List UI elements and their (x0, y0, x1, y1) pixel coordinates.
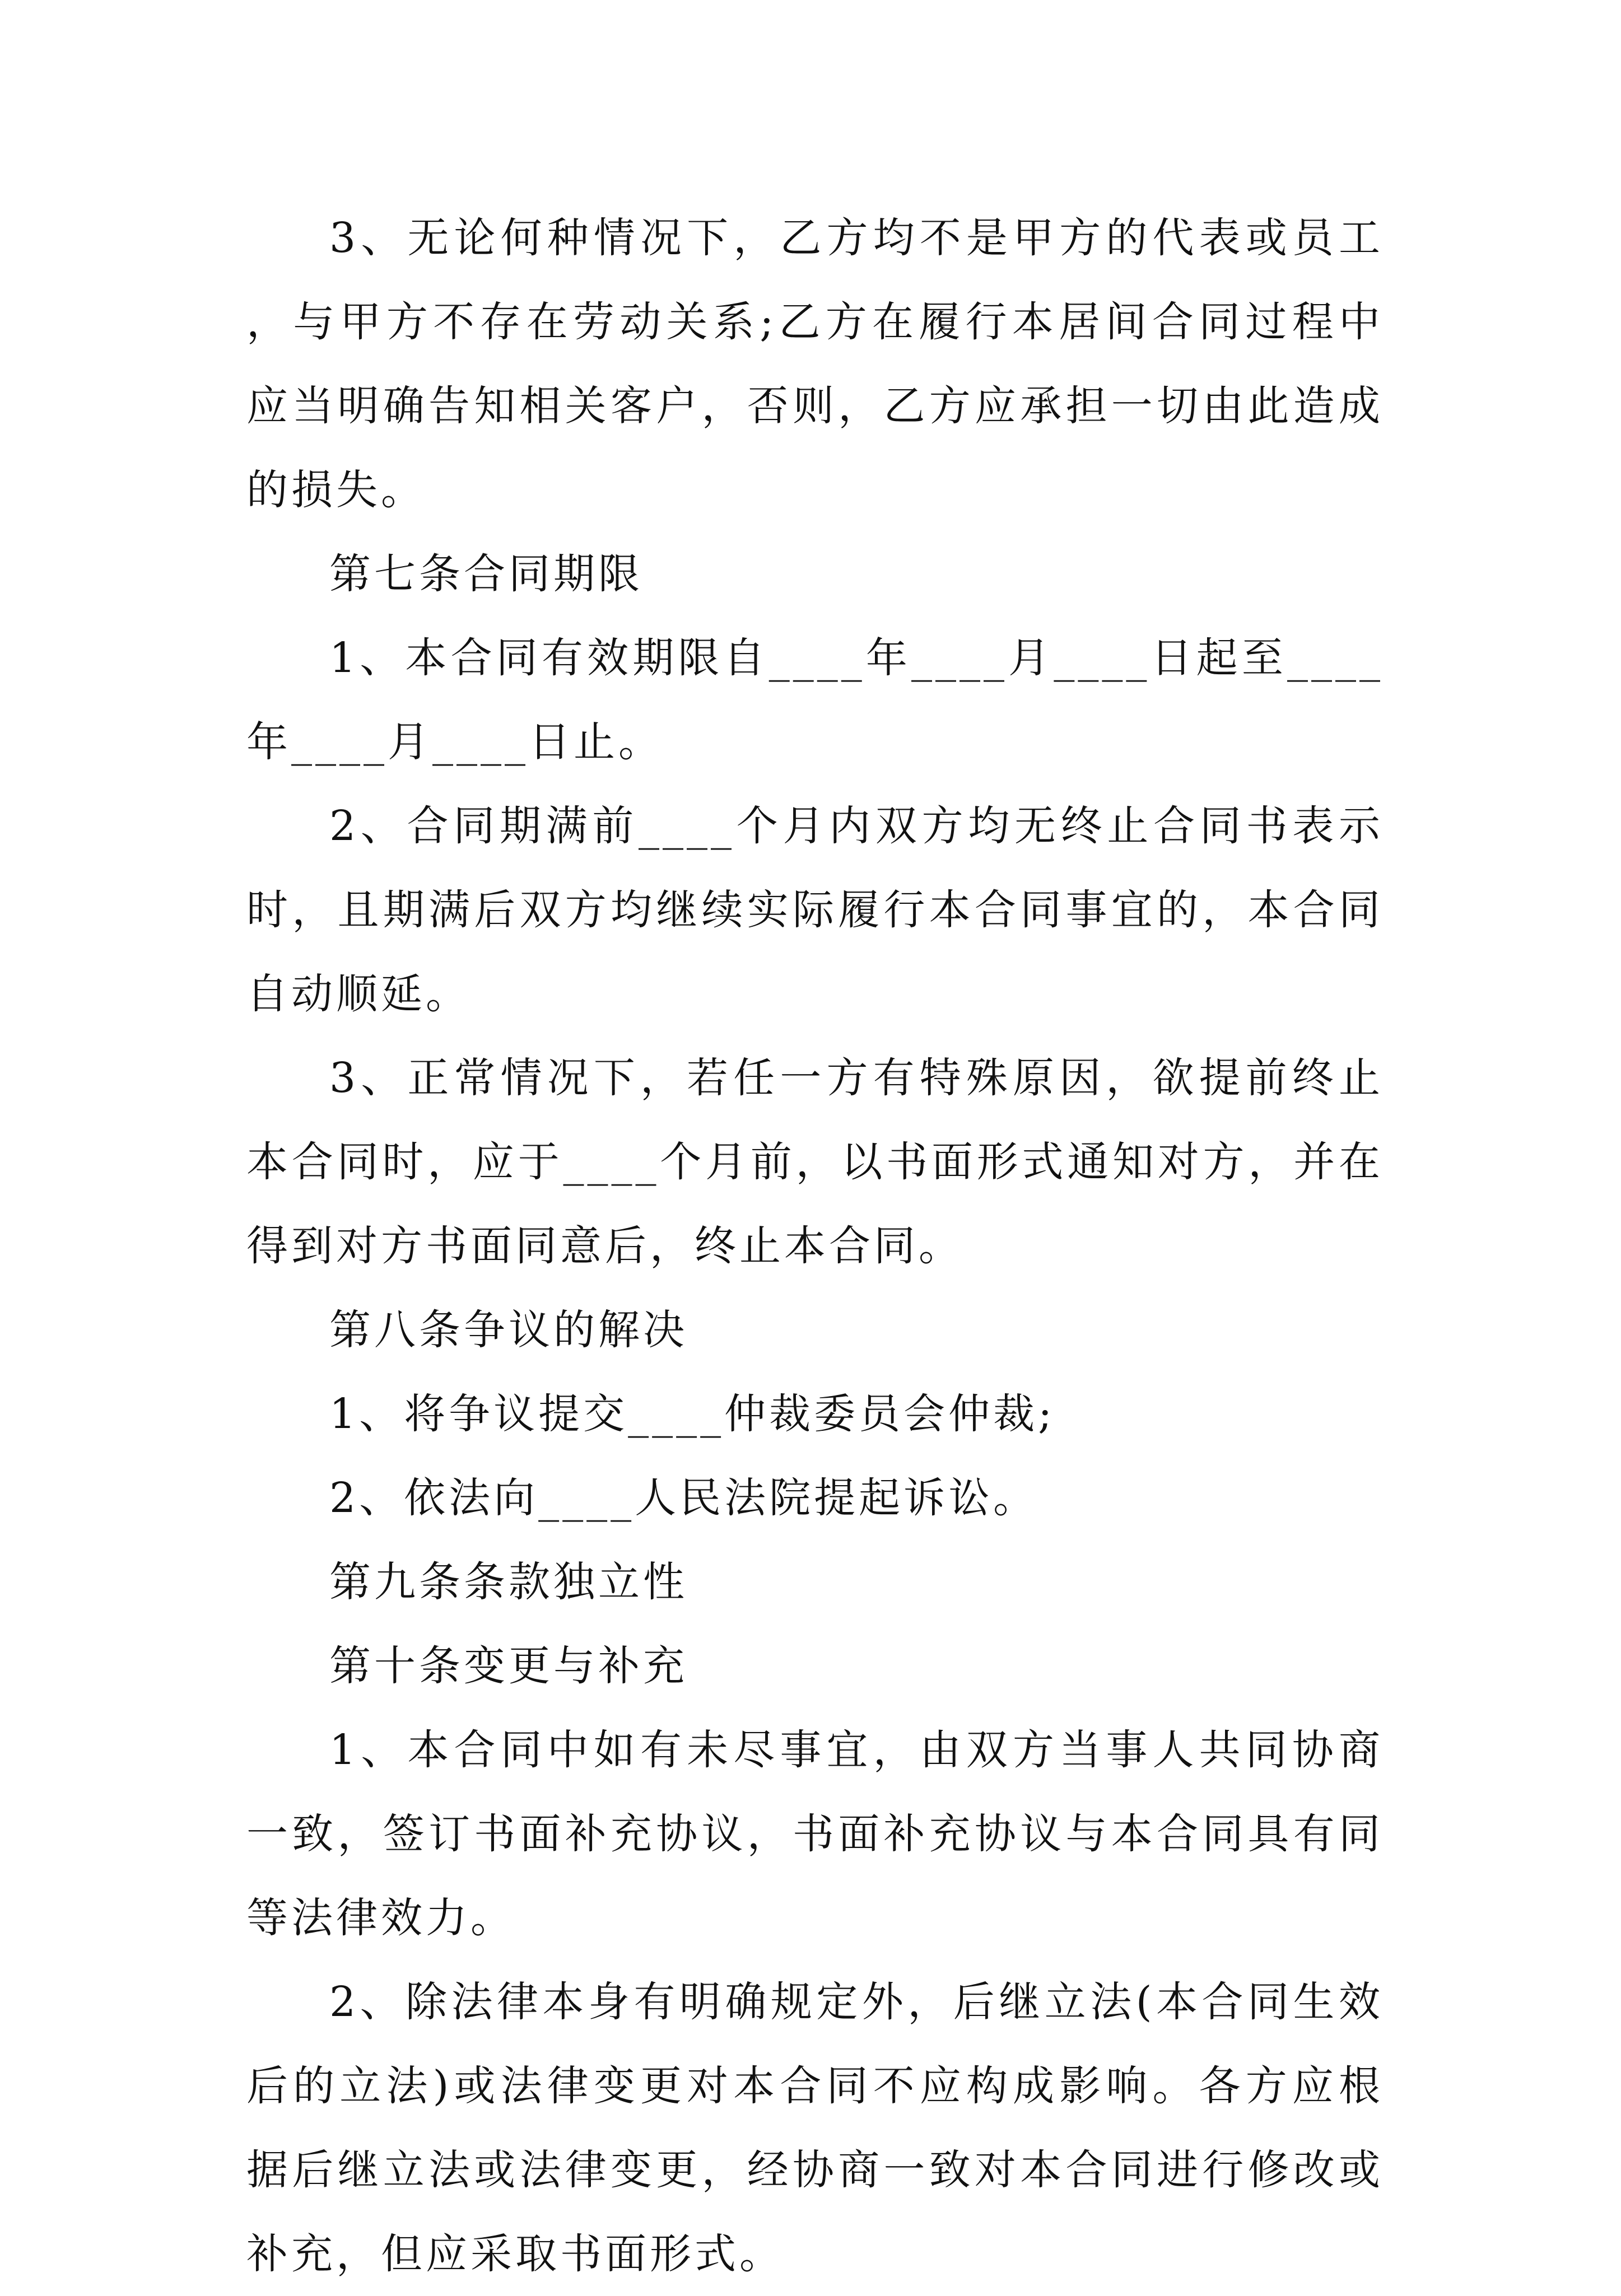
article-7-heading: 第七条合同期限 (329, 550, 643, 598)
article-7-item-2: 2、合同期满前____个月内双方均无终止合同书表示时，且期满后双方均继续实际履行本合同事宜的，本合同自动顺延。 (246, 802, 1384, 1018)
article-8-item-1: 1、将争议提交____仲裁委员会仲裁; (329, 1390, 1056, 1438)
article-9-heading: 第九条条款独立性 (329, 1558, 688, 1606)
clause-6-item-3: 3、无论何种情况下，乙方均不是甲方的代表或员工，与甲方不存在劳动关系;乙方在履行本居间合同过程中应当明确告知相关客户，否则，乙方应承担一切由此造成的损失。 (246, 214, 1384, 514)
article-8-heading: 第八条争议的解决 (329, 1306, 688, 1354)
article-7-item-1: 1、本合同有效期限自____年____月____日起至____年____月____日止。 (246, 634, 1384, 766)
document-body (246, 196, 1384, 2296)
article-10-item-2: 2、除法律本身有明确规定外，后继立法(本合同生效后的立法)或法律变更对本合同不应构成影响。各方应根据后继立法或法律变更，经协商一致对本合同进行修改或补充，但应采取书面形式。 (246, 1978, 1384, 2278)
article-7-item-3: 3、正常情况下，若任一方有特殊原因，欲提前终止本合同时，应于____个月前，以书面形式通知对方，并在得到对方书面同意后，终止本合同。 (246, 1054, 1384, 1270)
article-10-heading: 第十条变更与补充 (329, 1642, 688, 1690)
article-10-item-1: 1、本合同中如有未尽事宜，由双方当事人共同协商一致，签订书面补充协议，书面补充协议与本合同具有同等法律效力。 (246, 1726, 1384, 1942)
article-8-item-2: 2、依法向____人民法院提起诉讼。 (329, 1474, 1038, 1522)
